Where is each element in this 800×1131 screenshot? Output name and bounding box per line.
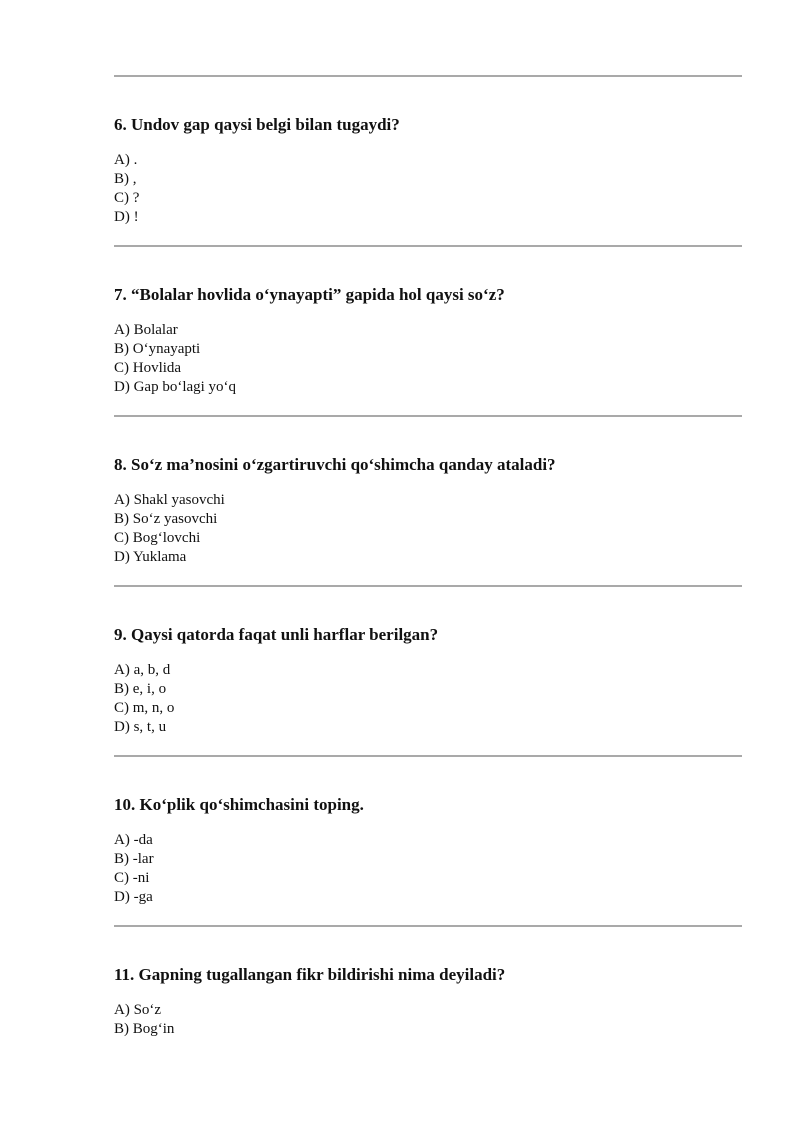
answer-option-d: D) s, t, u	[114, 719, 167, 735]
question-9	[114, 587, 742, 755]
answer-option-c: C) Bog‘lovchi	[114, 530, 201, 546]
answer-option-b: B) ,	[114, 171, 137, 187]
question-6	[114, 77, 742, 245]
answer-option-a: A) a, b, d	[114, 662, 171, 678]
question-title: 9. Qaysi qatorda faqat unli harflar berilgan?	[114, 625, 439, 644]
answer-options	[114, 1001, 742, 1039]
answer-option-b: B) Bog‘in	[114, 1021, 175, 1037]
question-11	[114, 927, 742, 1057]
answer-options	[114, 321, 742, 397]
question-title: 8. So‘z ma’nosini o‘zgartiruvchi qo‘shimcha qanday ataladi?	[114, 455, 556, 474]
answer-option-c: C) ?	[114, 190, 140, 206]
answer-options	[114, 831, 742, 907]
answer-options	[114, 151, 742, 227]
document-page	[114, 0, 742, 1057]
answer-option-d: D) !	[114, 209, 139, 225]
question-7	[114, 247, 742, 415]
answer-option-d: D) Yuklama	[114, 549, 187, 565]
answer-option-c: C) -ni	[114, 870, 150, 886]
answer-option-d: D) Gap bo‘lagi yo‘q	[114, 379, 237, 395]
answer-option-b: B) So‘z yasovchi	[114, 511, 218, 527]
question-8	[114, 417, 742, 585]
answer-option-a: A) .	[114, 152, 138, 168]
answer-option-a: A) Bolalar	[114, 322, 178, 338]
answer-option-a: A) -da	[114, 832, 153, 848]
question-10	[114, 757, 742, 925]
answer-option-a: A) So‘z	[114, 1002, 162, 1018]
answer-option-d: D) -ga	[114, 889, 153, 905]
answer-options	[114, 661, 742, 737]
answer-option-b: B) -lar	[114, 851, 154, 867]
question-title: 10. Ko‘plik qo‘shimchasini toping.	[114, 795, 364, 814]
question-title: 6. Undov gap qaysi belgi bilan tugaydi?	[114, 115, 400, 134]
answer-option-b: B) O‘ynayapti	[114, 341, 201, 357]
answer-option-c: C) m, n, o	[114, 700, 175, 716]
question-title: 7. “Bolalar hovlida o‘ynayapti” gapida hol qaysi so‘z?	[114, 285, 505, 304]
question-title: 11. Gapning tugallangan fikr bildirishi nima deyiladi?	[114, 965, 506, 984]
answer-options	[114, 491, 742, 567]
answer-option-c: C) Hovlida	[114, 360, 182, 376]
answer-option-a: A) Shakl yasovchi	[114, 492, 225, 508]
answer-option-b: B) e, i, o	[114, 681, 167, 697]
